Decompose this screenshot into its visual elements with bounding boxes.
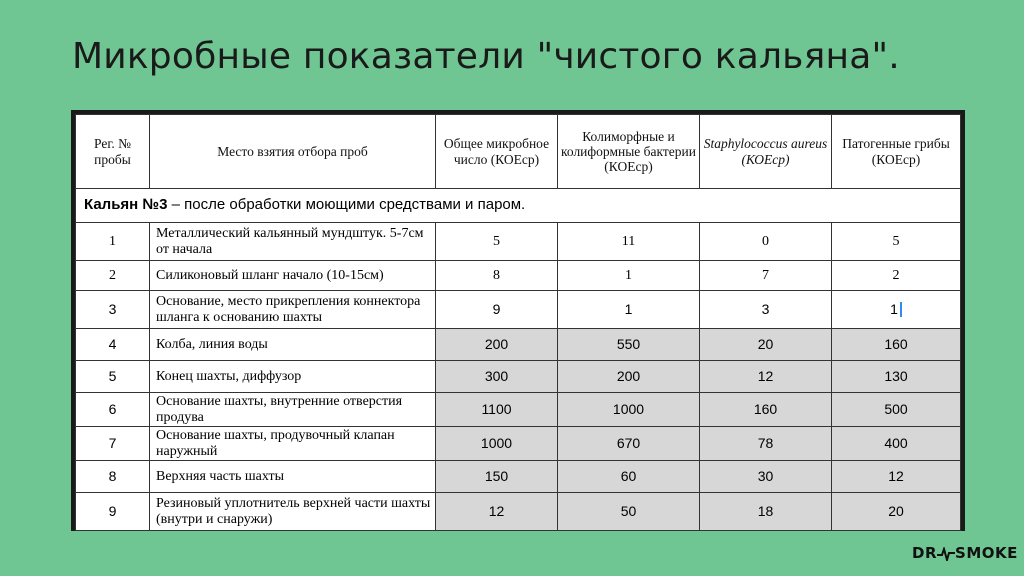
cell-reg: 4: [76, 329, 150, 361]
cell-fungi: 2: [832, 261, 961, 291]
cell-total: 5: [436, 223, 558, 261]
cell-staph: 160: [700, 393, 832, 427]
cell-reg: 5: [76, 361, 150, 393]
table-row: [76, 461, 961, 493]
cell-coliform: 1000: [558, 393, 700, 427]
header-staph: Staphylococcus aureus (КОЕср): [700, 115, 832, 189]
cell-place: Резиновый уплотнитель верхней части шахты (внутри и снаружи): [150, 493, 436, 531]
data-table: [75, 114, 961, 531]
cell-staph: 20: [700, 329, 832, 361]
slide-title: Микробные показатели "чистого кальяна".: [72, 36, 900, 77]
cell-coliform: 11: [558, 223, 700, 261]
cell-reg: 2: [76, 261, 150, 291]
section-label-text: – после обработки моющими средствами и паром.: [167, 196, 526, 214]
cell-reg: 3: [76, 291, 150, 329]
section-label: [76, 189, 961, 223]
cell-fungi: 160: [832, 329, 961, 361]
cell-coliform: 1: [558, 291, 700, 329]
cell-coliform: 200: [558, 361, 700, 393]
table-row: [76, 427, 961, 461]
cell-staph: 30: [700, 461, 832, 493]
cell-place: Колба, линия воды: [150, 329, 436, 361]
cell-coliform: 550: [558, 329, 700, 361]
cell-total: 200: [436, 329, 558, 361]
cell-place: Основание шахты, внутренние отверстия продува: [150, 393, 436, 427]
cell-total: 12: [436, 493, 558, 531]
text-cursor: [900, 302, 902, 317]
table-row: [76, 261, 961, 291]
drsmoke-logo: [912, 544, 1018, 562]
cell-staph: 12: [700, 361, 832, 393]
cell-fungi: 20: [832, 493, 961, 531]
cell-staph: 18: [700, 493, 832, 531]
table-row: [76, 361, 961, 393]
table-header-row: [76, 115, 961, 189]
table-row: [76, 493, 961, 531]
cell-staph: 7: [700, 261, 832, 291]
cell-place: Силиконовый шланг начало (10-15см): [150, 261, 436, 291]
header-reg: Рег. № пробы: [76, 115, 150, 189]
cell-reg: 8: [76, 461, 150, 493]
table-row: [76, 393, 961, 427]
cell-fungi: 400: [832, 427, 961, 461]
cell-fungi: 12: [832, 461, 961, 493]
header-fungi: Патогенные грибы (КОЕср): [832, 115, 961, 189]
cell-total: 8: [436, 261, 558, 291]
cell-place: Верхняя часть шахты: [150, 461, 436, 493]
table-row: [76, 329, 961, 361]
cell-coliform: 60: [558, 461, 700, 493]
cell-total: 150: [436, 461, 558, 493]
header-total: Общее микробное число (КОЕср): [436, 115, 558, 189]
table-row: [76, 223, 961, 261]
cell-total: 1000: [436, 427, 558, 461]
cell-coliform: 50: [558, 493, 700, 531]
cell-fungi: 500: [832, 393, 961, 427]
cell-place: Металлический кальянный мундштук. 5-7см от начала: [150, 223, 436, 261]
cell-coliform: 670: [558, 427, 700, 461]
section-label-bold: Кальян №3: [84, 196, 168, 214]
cell-staph: 3: [700, 291, 832, 329]
cell-reg: 9: [76, 493, 150, 531]
cell-place: Основание шахты, продувочный клапан наружный: [150, 427, 436, 461]
cell-coliform: 1: [558, 261, 700, 291]
cell-reg: 6: [76, 393, 150, 427]
table-row: [76, 291, 961, 329]
header-coliform: Колиморфные и колиформные бактерии (КОЕср): [558, 115, 700, 189]
pulse-icon: [937, 547, 955, 561]
logo-text-right: SMOKE: [955, 544, 1018, 562]
section-row: [76, 189, 961, 223]
logo-text-left: DR: [912, 544, 938, 562]
table-frame: [71, 110, 965, 531]
cell-total: 1100: [436, 393, 558, 427]
cell-reg: 1: [76, 223, 150, 261]
cell-staph: 78: [700, 427, 832, 461]
cell-staph: 0: [700, 223, 832, 261]
cell-total: 300: [436, 361, 558, 393]
header-place: Место взятия отбора проб: [150, 115, 436, 189]
cell-fungi: 1: [832, 291, 961, 329]
cell-fungi: 5: [832, 223, 961, 261]
cell-total: 9: [436, 291, 558, 329]
cell-place: Основание, место прикрепления коннектора шланга к основанию шахты: [150, 291, 436, 329]
cell-place: Конец шахты, диффузор: [150, 361, 436, 393]
cell-fungi: 130: [832, 361, 961, 393]
cell-reg: 7: [76, 427, 150, 461]
